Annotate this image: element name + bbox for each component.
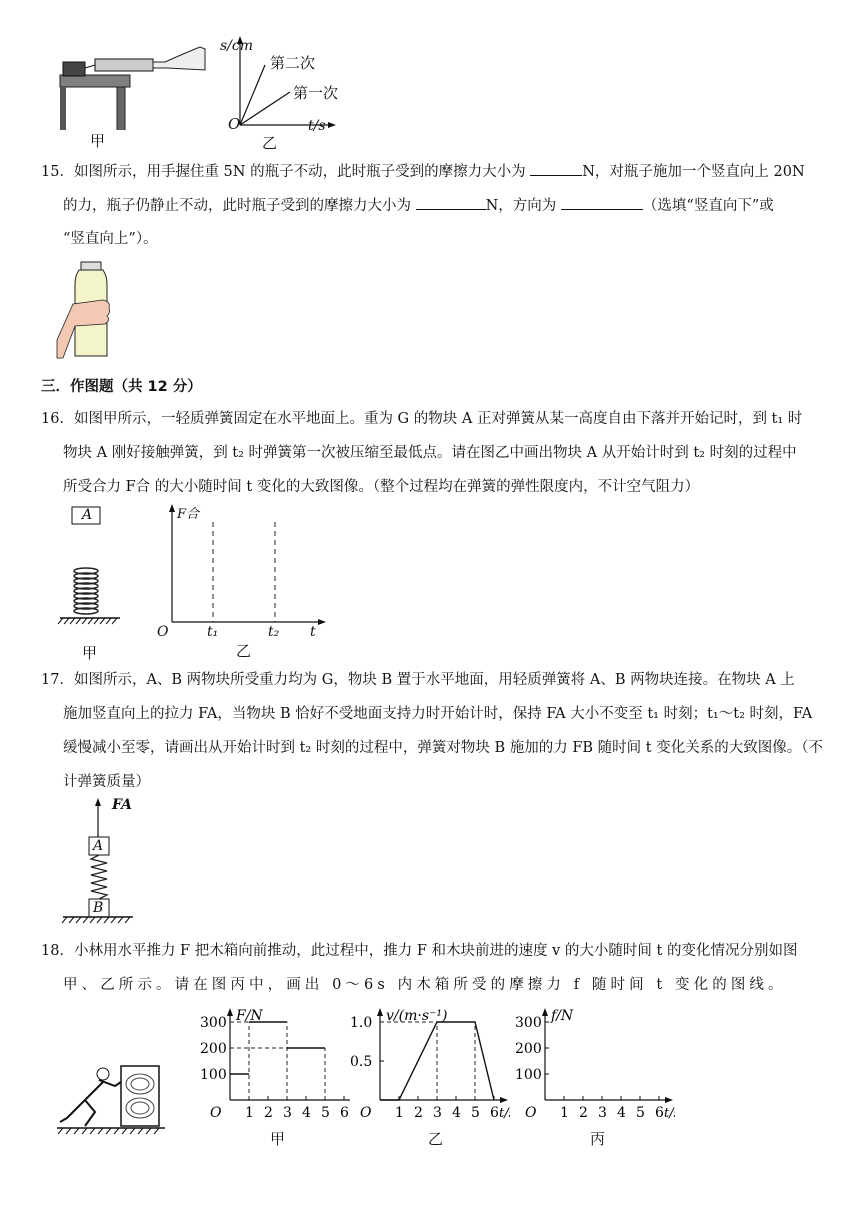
- q18-graph-force: [190, 1000, 350, 1120]
- y-tick-label: 100: [515, 1067, 542, 1083]
- second-trial-line: [240, 65, 265, 125]
- x-tick-label: 3: [433, 1105, 442, 1120]
- q18-graph-velocity: [340, 1000, 510, 1120]
- spring-scale-pulling-block-illustration: [55, 35, 215, 130]
- x-tick-label: 5: [321, 1105, 330, 1120]
- person-pushing-box-illustration: [55, 1060, 175, 1135]
- x-tick-label: 5: [636, 1105, 645, 1120]
- q16-fig-jia-label: 甲: [82, 644, 98, 662]
- hand-holding-bottle-illustration: [55, 260, 125, 360]
- origin-label: O: [360, 1105, 372, 1120]
- y-tick-label: 300: [515, 1015, 542, 1031]
- q15-blank-1[interactable]: [530, 161, 582, 176]
- y-tick-label: 0.5: [350, 1054, 373, 1070]
- q14-second-trial-label: 第二次: [270, 54, 316, 72]
- q17-block-a-label: A: [93, 838, 104, 854]
- q14-fig-yi-label: 乙: [262, 134, 278, 152]
- q16-t1-label: t₁: [207, 624, 219, 640]
- x-tick-label: 2: [264, 1105, 273, 1120]
- q16-t2-label: t₂: [268, 624, 280, 640]
- x-tick-label: 1: [395, 1105, 404, 1120]
- q16-block-label: A: [82, 507, 93, 523]
- q18-fig-bing-label: 丙: [590, 1130, 606, 1148]
- y-tick-label: 200: [200, 1041, 227, 1057]
- y-axis-label: F/N: [236, 1008, 263, 1024]
- q15-blank-2[interactable]: [416, 195, 486, 210]
- q18-line1: 18．小林用水平推力 F 把木箱向前推动，此过程中，推力 F 和木块前进的速度 v 的大小随时间 t 的变化情况分别如图: [41, 943, 798, 959]
- x-tick-label: 1: [560, 1105, 569, 1120]
- q17-line1: 17．如图所示，A、B 两物块所受重力均为 G，物块 B 置于水平地面，用轻质弹簧将 A、B 两物块连接。在物块 A 上: [41, 672, 795, 688]
- q16-origin: O: [157, 624, 169, 640]
- q18-line2: 甲、乙所示。请在图丙中，画出 0～6s 内木箱所受的摩擦力 f 随时间 t 变化的图线。: [63, 977, 787, 993]
- x-tick-label: 2: [414, 1105, 423, 1120]
- q16-line1: 16．如图甲所示，一轻质弹簧固定在水平地面上。重为 G 的物块 A 正对弹簧从某一高度自由下落并开始记时，到 t₁ 时: [41, 411, 803, 427]
- y-axis-label: f/N: [551, 1008, 574, 1024]
- y-tick-label: 1.0: [350, 1015, 373, 1031]
- q15-line3: “竖直向上”）。: [63, 231, 158, 247]
- q17-line4: 计弹簧质量）: [63, 774, 150, 790]
- q17-line2: 施加竖直向上的拉力 FA，当物块 B 恰好不受地面支持力时开始计时，保持 FA 大小不变至 t₁ 时刻；t₁～t₂ 时刻，FA: [63, 706, 813, 722]
- friction-time-chart-blank: [505, 1000, 675, 1120]
- q15-blank-3[interactable]: [561, 195, 643, 210]
- origin-label: O: [210, 1105, 222, 1120]
- q18-fig-jia-label: 甲: [270, 1130, 286, 1148]
- x-tick-label: 3: [283, 1105, 292, 1120]
- block-above-spring-illustration: [55, 505, 125, 635]
- q14-x-axis-label: t/s: [308, 118, 326, 134]
- q14-first-trial-label: 第一次: [293, 84, 339, 102]
- q14-fig-jia: [55, 35, 215, 130]
- q17-force-label: FA: [112, 797, 132, 813]
- q15-line1: 15．如图所示，用手握住重 5N 的瓶子不动，此时瓶子受到的摩擦力大小为 N，对瓶子施加一个竖直向上 20N: [41, 161, 805, 182]
- origin-label: O: [525, 1105, 537, 1120]
- y-tick-label: 300: [200, 1015, 227, 1031]
- q14-origin: O: [228, 115, 241, 133]
- y-axis-arrow: [542, 1008, 548, 1016]
- x-axis-label: t/: [664, 1106, 674, 1120]
- x-tick-label: 6: [340, 1105, 349, 1120]
- y-tick-label: 100: [200, 1067, 227, 1083]
- q16-fig-jia: [55, 505, 125, 635]
- q16-line2: 物块 A 刚好接触弹簧，到 t₂ 时弹簧第一次被压缩至最低点。请在图乙中画出物块 A 从开始计时到 t₂ 时刻的过程中: [63, 445, 797, 461]
- q15-line2: 的力，瓶子仍静止不动，此时瓶子受到的摩擦力大小为 N，方向为 （选填“竖直向下”或: [63, 195, 774, 216]
- q15-bottle-figure: [55, 260, 125, 360]
- y-axis-label: v/(m·s⁻¹): [386, 1008, 448, 1024]
- q18-graph-friction: [505, 1000, 675, 1120]
- x-tick-label: 6: [655, 1105, 664, 1120]
- q16-line3: 所受合力 F合 的大小随时间 t 变化的大致图像。（整个过程均在弹簧的弹性限度内，不计空气阻力）: [63, 479, 700, 495]
- q14-y-axis-label: s/cm: [220, 38, 254, 54]
- x-tick-label: 1: [245, 1105, 254, 1120]
- q17-block-b-label: B: [93, 900, 104, 916]
- y-axis-arrow: [227, 1008, 233, 1016]
- q16-y-axis-label: F合: [177, 507, 200, 522]
- q16-t-label: t: [310, 624, 316, 640]
- q17-line3: 缓慢减小至零，请画出从开始计时到 t₂ 时刻的过程中，弹簧对物块 B 施加的力 FB 随时间 t 变化关系的大致图像。（不: [63, 740, 823, 756]
- q14-fig-jia-label: 甲: [90, 132, 106, 150]
- x-tick-label: 4: [302, 1105, 311, 1120]
- section-3-title: 三．作图题（共 12 分）: [41, 379, 202, 395]
- x-tick-label: 2: [579, 1105, 588, 1120]
- y-axis-arrow: [377, 1008, 383, 1016]
- q18-fig-yi-label: 乙: [428, 1130, 444, 1148]
- x-axis-label: t/: [499, 1106, 509, 1120]
- q18-pushing-figure: [55, 1060, 175, 1135]
- x-tick-label: 4: [617, 1105, 626, 1120]
- x-tick-label: 4: [452, 1105, 461, 1120]
- x-tick-label: 5: [471, 1105, 480, 1120]
- y-tick-label: 200: [515, 1041, 542, 1057]
- velocity-time-chart: [340, 1000, 510, 1120]
- q16-fig-yi-label: 乙: [236, 642, 252, 660]
- x-axis-arrow: [665, 1097, 673, 1103]
- force-time-chart: [190, 1000, 350, 1120]
- x-tick-label: 3: [598, 1105, 607, 1120]
- x-tick-label: 6: [490, 1105, 499, 1120]
